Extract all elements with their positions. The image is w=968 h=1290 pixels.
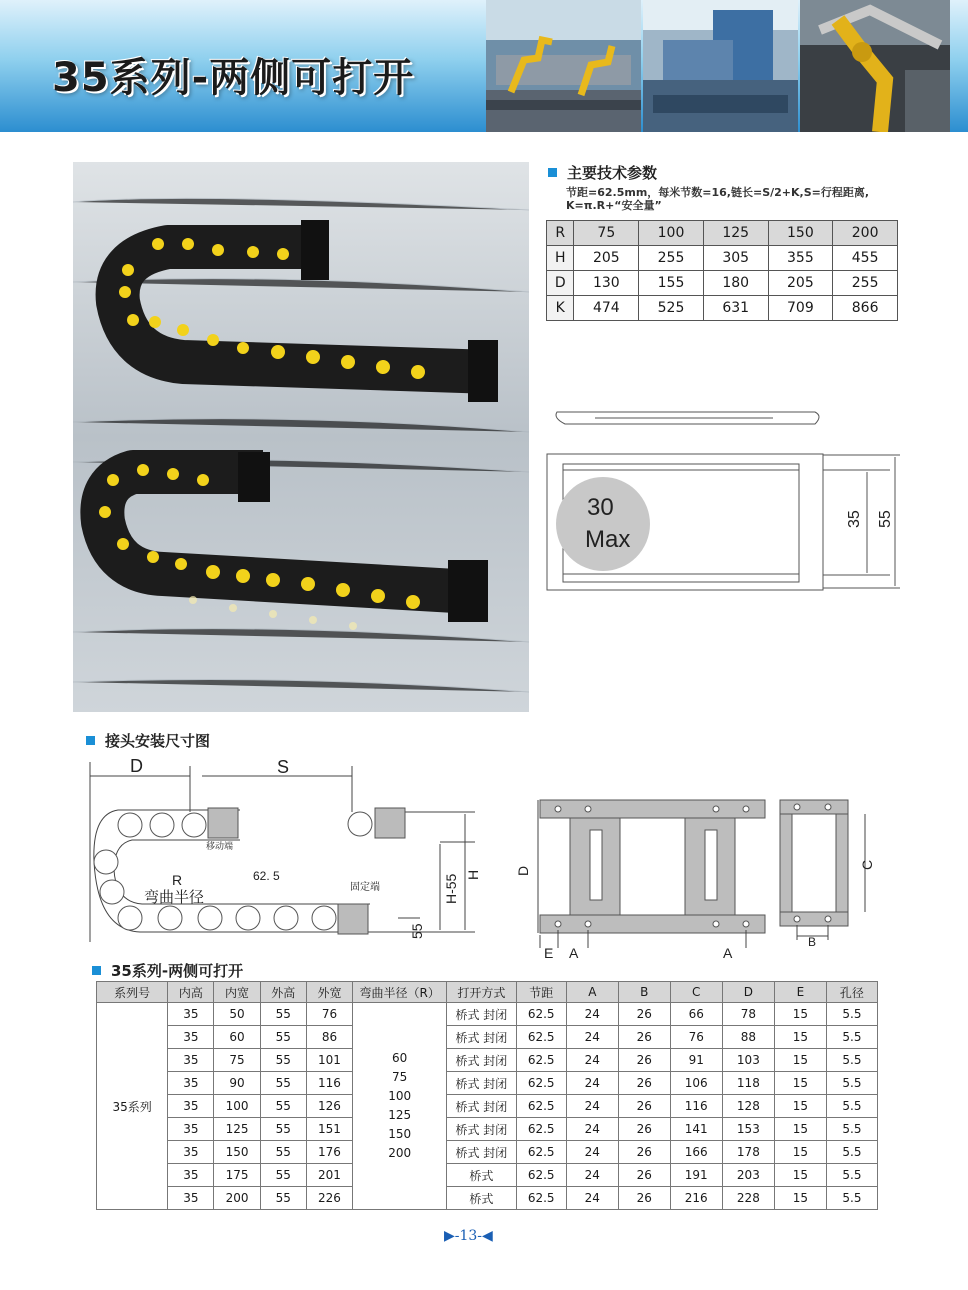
spec-cell: 24	[566, 1095, 618, 1118]
spec-cell: 55	[260, 1141, 306, 1164]
spec-cell: 5.5	[826, 1049, 877, 1072]
spec-cell: 24	[566, 1003, 618, 1026]
spec-cell: 24	[566, 1187, 618, 1210]
spec-cell: 118	[722, 1072, 774, 1095]
label-r: R	[172, 872, 183, 888]
spec-cell: 62.5	[516, 1003, 566, 1026]
max-label: Max	[585, 526, 631, 553]
param-cell: 130	[574, 271, 639, 296]
spec-row	[97, 1095, 878, 1118]
banner-photo-machine	[643, 0, 798, 132]
max-badge	[556, 477, 650, 571]
spec-cell: 116	[306, 1072, 352, 1095]
spec-cell: 桥式 封闭	[447, 1003, 516, 1026]
spec-cell: 78	[722, 1003, 774, 1026]
param-row	[547, 271, 898, 296]
param-cell: 355	[768, 246, 833, 271]
spec-cell: 35	[168, 1049, 214, 1072]
spec-cell: 50	[214, 1003, 260, 1026]
spec-cell: 26	[618, 1095, 670, 1118]
spec-cell: 101	[306, 1049, 352, 1072]
spec-cell: 桥式 封闭	[447, 1095, 516, 1118]
label-h: H	[465, 869, 481, 880]
dim-35-label: 35	[846, 510, 863, 528]
spec-cell: 100	[214, 1095, 260, 1118]
param-cell: H	[547, 246, 574, 271]
spec-cell: 141	[670, 1118, 722, 1141]
spec-cell: 26	[618, 1118, 670, 1141]
param-cell: 180	[703, 271, 768, 296]
param-cell: 205	[574, 246, 639, 271]
param-cell: 255	[639, 246, 704, 271]
spec-row	[97, 1049, 878, 1072]
spec-radius-value: 200	[388, 1146, 412, 1160]
spec-cell: 桥式	[447, 1187, 516, 1210]
label-pitch: 62. 5	[253, 869, 280, 883]
spec-section-title	[92, 960, 243, 981]
spec-cell: 26	[618, 1003, 670, 1026]
spec-cell: 88	[722, 1026, 774, 1049]
spec-cell: 35	[168, 1118, 214, 1141]
spec-cell: 5.5	[826, 1187, 877, 1210]
spec-cell: 35	[168, 1095, 214, 1118]
spec-header-cell: 孔径	[826, 982, 877, 1003]
spec-cell: 75	[214, 1049, 260, 1072]
spec-radius-value: 150	[388, 1127, 412, 1141]
spec-cell: 62.5	[516, 1095, 566, 1118]
spec-cell: 55	[260, 1072, 306, 1095]
spec-cell: 35	[168, 1187, 214, 1210]
spec-cell: 153	[722, 1118, 774, 1141]
label-bend-radius: 弯曲半径	[144, 888, 205, 906]
bracket-drawing	[510, 790, 880, 965]
spec-section-title-text: 35系列-两侧可打开	[111, 962, 244, 980]
bracket-label-d: D	[515, 865, 531, 876]
label-d: D	[130, 756, 143, 776]
banner-photo-robot-arm	[800, 0, 950, 132]
spec-cell: 35	[168, 1164, 214, 1187]
spec-cell: 24	[566, 1118, 618, 1141]
tech-section-title	[548, 162, 657, 183]
tech-note-line1: 节距=62.5mm，每米节数=16,链长=S/2+K,S=行程距离,	[566, 186, 870, 199]
spec-header-cell: E	[774, 982, 826, 1003]
param-cell: 631	[703, 296, 768, 321]
spec-cell: 26	[618, 1049, 670, 1072]
spec-cell: 201	[306, 1164, 352, 1187]
spec-cell: 116	[670, 1095, 722, 1118]
spec-cell: 126	[306, 1095, 352, 1118]
spec-cell: 24	[566, 1072, 618, 1095]
param-header-cell: R	[547, 221, 574, 246]
spec-cell: 桥式 封闭	[447, 1141, 516, 1164]
spec-cell: 26	[618, 1187, 670, 1210]
spec-header-row	[97, 982, 878, 1003]
spec-cell: 55	[260, 1026, 306, 1049]
spec-header-cell: 外高	[260, 982, 306, 1003]
param-cell: 305	[703, 246, 768, 271]
spec-row	[97, 1187, 878, 1210]
spec-header-cell: 系列号	[97, 982, 168, 1003]
bracket-label-a2: A	[723, 945, 733, 961]
spec-cell: 5.5	[826, 1164, 877, 1187]
param-header-cell: 200	[833, 221, 898, 246]
spec-cell: 150	[214, 1141, 260, 1164]
label-h-55: H-55	[443, 873, 459, 904]
spec-cell: 5.5	[826, 1118, 877, 1141]
spec-cell: 桥式 封闭	[447, 1026, 516, 1049]
section-marker-icon	[548, 168, 557, 177]
install-section-title-text: 接头安装尺寸图	[105, 732, 211, 750]
spec-cell: 216	[670, 1187, 722, 1210]
label-55: 55	[409, 923, 425, 939]
spec-header-cell: 内高	[168, 982, 214, 1003]
spec-cell: 26	[618, 1072, 670, 1095]
param-cell: 205	[768, 271, 833, 296]
param-header-cell: 125	[703, 221, 768, 246]
spec-header-cell: 节距	[516, 982, 566, 1003]
spec-cell: 24	[566, 1164, 618, 1187]
param-cell: D	[547, 271, 574, 296]
spec-cell: 191	[670, 1164, 722, 1187]
spec-cell: 60	[214, 1026, 260, 1049]
product-photo	[73, 162, 529, 712]
spec-cell: 15	[774, 1118, 826, 1141]
spec-cell: 178	[722, 1141, 774, 1164]
spec-cell: 203	[722, 1164, 774, 1187]
spec-cell: 55	[260, 1164, 306, 1187]
spec-cell: 桥式	[447, 1164, 516, 1187]
param-cell: 525	[639, 296, 704, 321]
install-section-title	[86, 730, 210, 751]
spec-cell: 175	[214, 1164, 260, 1187]
dim-55-label: 55	[877, 510, 894, 528]
spec-header-cell: D	[722, 982, 774, 1003]
spec-cell: 200	[214, 1187, 260, 1210]
spec-cell: 15	[774, 1026, 826, 1049]
spec-cell: 15	[774, 1003, 826, 1026]
spec-header-cell: 外宽	[306, 982, 352, 1003]
param-header-cell: 150	[768, 221, 833, 246]
spec-cell: 35	[168, 1141, 214, 1164]
section-diagram	[545, 400, 905, 600]
spec-cell: 5.5	[826, 1072, 877, 1095]
page-banner	[0, 0, 968, 132]
spec-cell: 5.5	[826, 1141, 877, 1164]
spec-header-cell: 弯曲半径（R）	[353, 982, 447, 1003]
spec-cell: 62.5	[516, 1187, 566, 1210]
spec-cell: 62.5	[516, 1072, 566, 1095]
spec-radius-value: 60	[392, 1051, 408, 1065]
spec-cell: 24	[566, 1049, 618, 1072]
spec-cell: 103	[722, 1049, 774, 1072]
banner-title: 35系列-两侧可打开	[52, 55, 415, 101]
label-moving-end: 移动端	[206, 842, 234, 852]
param-cell: 455	[833, 246, 898, 271]
param-header-row	[547, 221, 898, 246]
tech-section-title-text: 主要技术参数	[567, 164, 658, 182]
spec-cell: 5.5	[826, 1095, 877, 1118]
section-marker-icon	[92, 966, 101, 975]
param-cell: K	[547, 296, 574, 321]
banner-photo-robot-line	[486, 0, 641, 132]
spec-cell: 35	[168, 1003, 214, 1026]
param-cell: 709	[768, 296, 833, 321]
bracket-label-e: E	[544, 945, 554, 961]
param-row	[547, 246, 898, 271]
bracket-label-b: B	[808, 935, 817, 949]
spec-cell: 151	[306, 1118, 352, 1141]
spec-cell: 35	[168, 1026, 214, 1049]
spec-cell: 15	[774, 1187, 826, 1210]
spec-series-cell: 35系列	[97, 1003, 168, 1210]
spec-cell: 桥式 封闭	[447, 1072, 516, 1095]
spec-radius-value: 75	[392, 1070, 408, 1084]
spec-cell: 15	[774, 1095, 826, 1118]
spec-cell: 24	[566, 1026, 618, 1049]
spec-cell: 66	[670, 1003, 722, 1026]
tech-note	[566, 186, 896, 212]
max-value: 30	[587, 494, 614, 521]
spec-cell: 26	[618, 1141, 670, 1164]
param-row	[547, 296, 898, 321]
spec-cell: 62.5	[516, 1049, 566, 1072]
spec-cell: 15	[774, 1049, 826, 1072]
spec-cell: 15	[774, 1164, 826, 1187]
install-drawing	[80, 752, 500, 957]
section-marker-icon	[86, 736, 95, 745]
spec-row	[97, 1141, 878, 1164]
spec-cell: 桥式 封闭	[447, 1049, 516, 1072]
spec-cell: 76	[670, 1026, 722, 1049]
spec-body	[97, 1003, 878, 1210]
spec-cell: 15	[774, 1072, 826, 1095]
spec-cell: 55	[260, 1049, 306, 1072]
spec-radius-value: 125	[388, 1108, 412, 1122]
spec-table	[96, 981, 878, 1210]
spec-cell: 55	[260, 1003, 306, 1026]
spec-row	[97, 1003, 878, 1026]
spec-cell: 26	[618, 1026, 670, 1049]
spec-cell: 228	[722, 1187, 774, 1210]
spec-cell: 125	[214, 1118, 260, 1141]
param-cell: 155	[639, 271, 704, 296]
spec-cell: 226	[306, 1187, 352, 1210]
spec-radius-value: 100	[388, 1089, 412, 1103]
param-header-cell: 75	[574, 221, 639, 246]
spec-radius-cell	[353, 1003, 447, 1210]
spec-header-cell: C	[670, 982, 722, 1003]
spec-header-cell: 内宽	[214, 982, 260, 1003]
page-number: ▶-13-◀	[444, 1228, 493, 1244]
bracket-label-a: A	[569, 945, 579, 961]
param-cell: 474	[574, 296, 639, 321]
spec-cell: 90	[214, 1072, 260, 1095]
spec-cell: 91	[670, 1049, 722, 1072]
spec-header-cell: A	[566, 982, 618, 1003]
tech-note-line2: K=π.R+“安全量”	[566, 199, 662, 212]
spec-cell: 35	[168, 1072, 214, 1095]
spec-cell: 106	[670, 1072, 722, 1095]
spec-header-cell: 打开方式	[447, 982, 516, 1003]
param-cell: 255	[833, 271, 898, 296]
spec-cell: 24	[566, 1141, 618, 1164]
param-cell: 866	[833, 296, 898, 321]
bracket-label-c: C	[859, 859, 875, 870]
spec-cell: 55	[260, 1187, 306, 1210]
spec-cell: 62.5	[516, 1118, 566, 1141]
spec-header-cell: B	[618, 982, 670, 1003]
spec-row	[97, 1118, 878, 1141]
spec-cell: 15	[774, 1141, 826, 1164]
spec-cell: 5.5	[826, 1003, 877, 1026]
spec-cell: 62.5	[516, 1164, 566, 1187]
spec-cell: 176	[306, 1141, 352, 1164]
spec-cell: 26	[618, 1164, 670, 1187]
spec-cell: 76	[306, 1003, 352, 1026]
spec-cell: 62.5	[516, 1141, 566, 1164]
param-table	[546, 220, 898, 321]
spec-row	[97, 1164, 878, 1187]
spec-cell: 62.5	[516, 1026, 566, 1049]
spec-cell: 166	[670, 1141, 722, 1164]
label-fixed-end: 固定端	[350, 882, 380, 893]
spec-cell: 55	[260, 1095, 306, 1118]
spec-row	[97, 1072, 878, 1095]
spec-cell: 桥式 封闭	[447, 1118, 516, 1141]
spec-cell: 128	[722, 1095, 774, 1118]
spec-cell: 86	[306, 1026, 352, 1049]
param-header-cell: 100	[639, 221, 704, 246]
spec-cell: 55	[260, 1118, 306, 1141]
spec-row	[97, 1026, 878, 1049]
label-s: S	[277, 757, 290, 777]
spec-cell: 5.5	[826, 1026, 877, 1049]
